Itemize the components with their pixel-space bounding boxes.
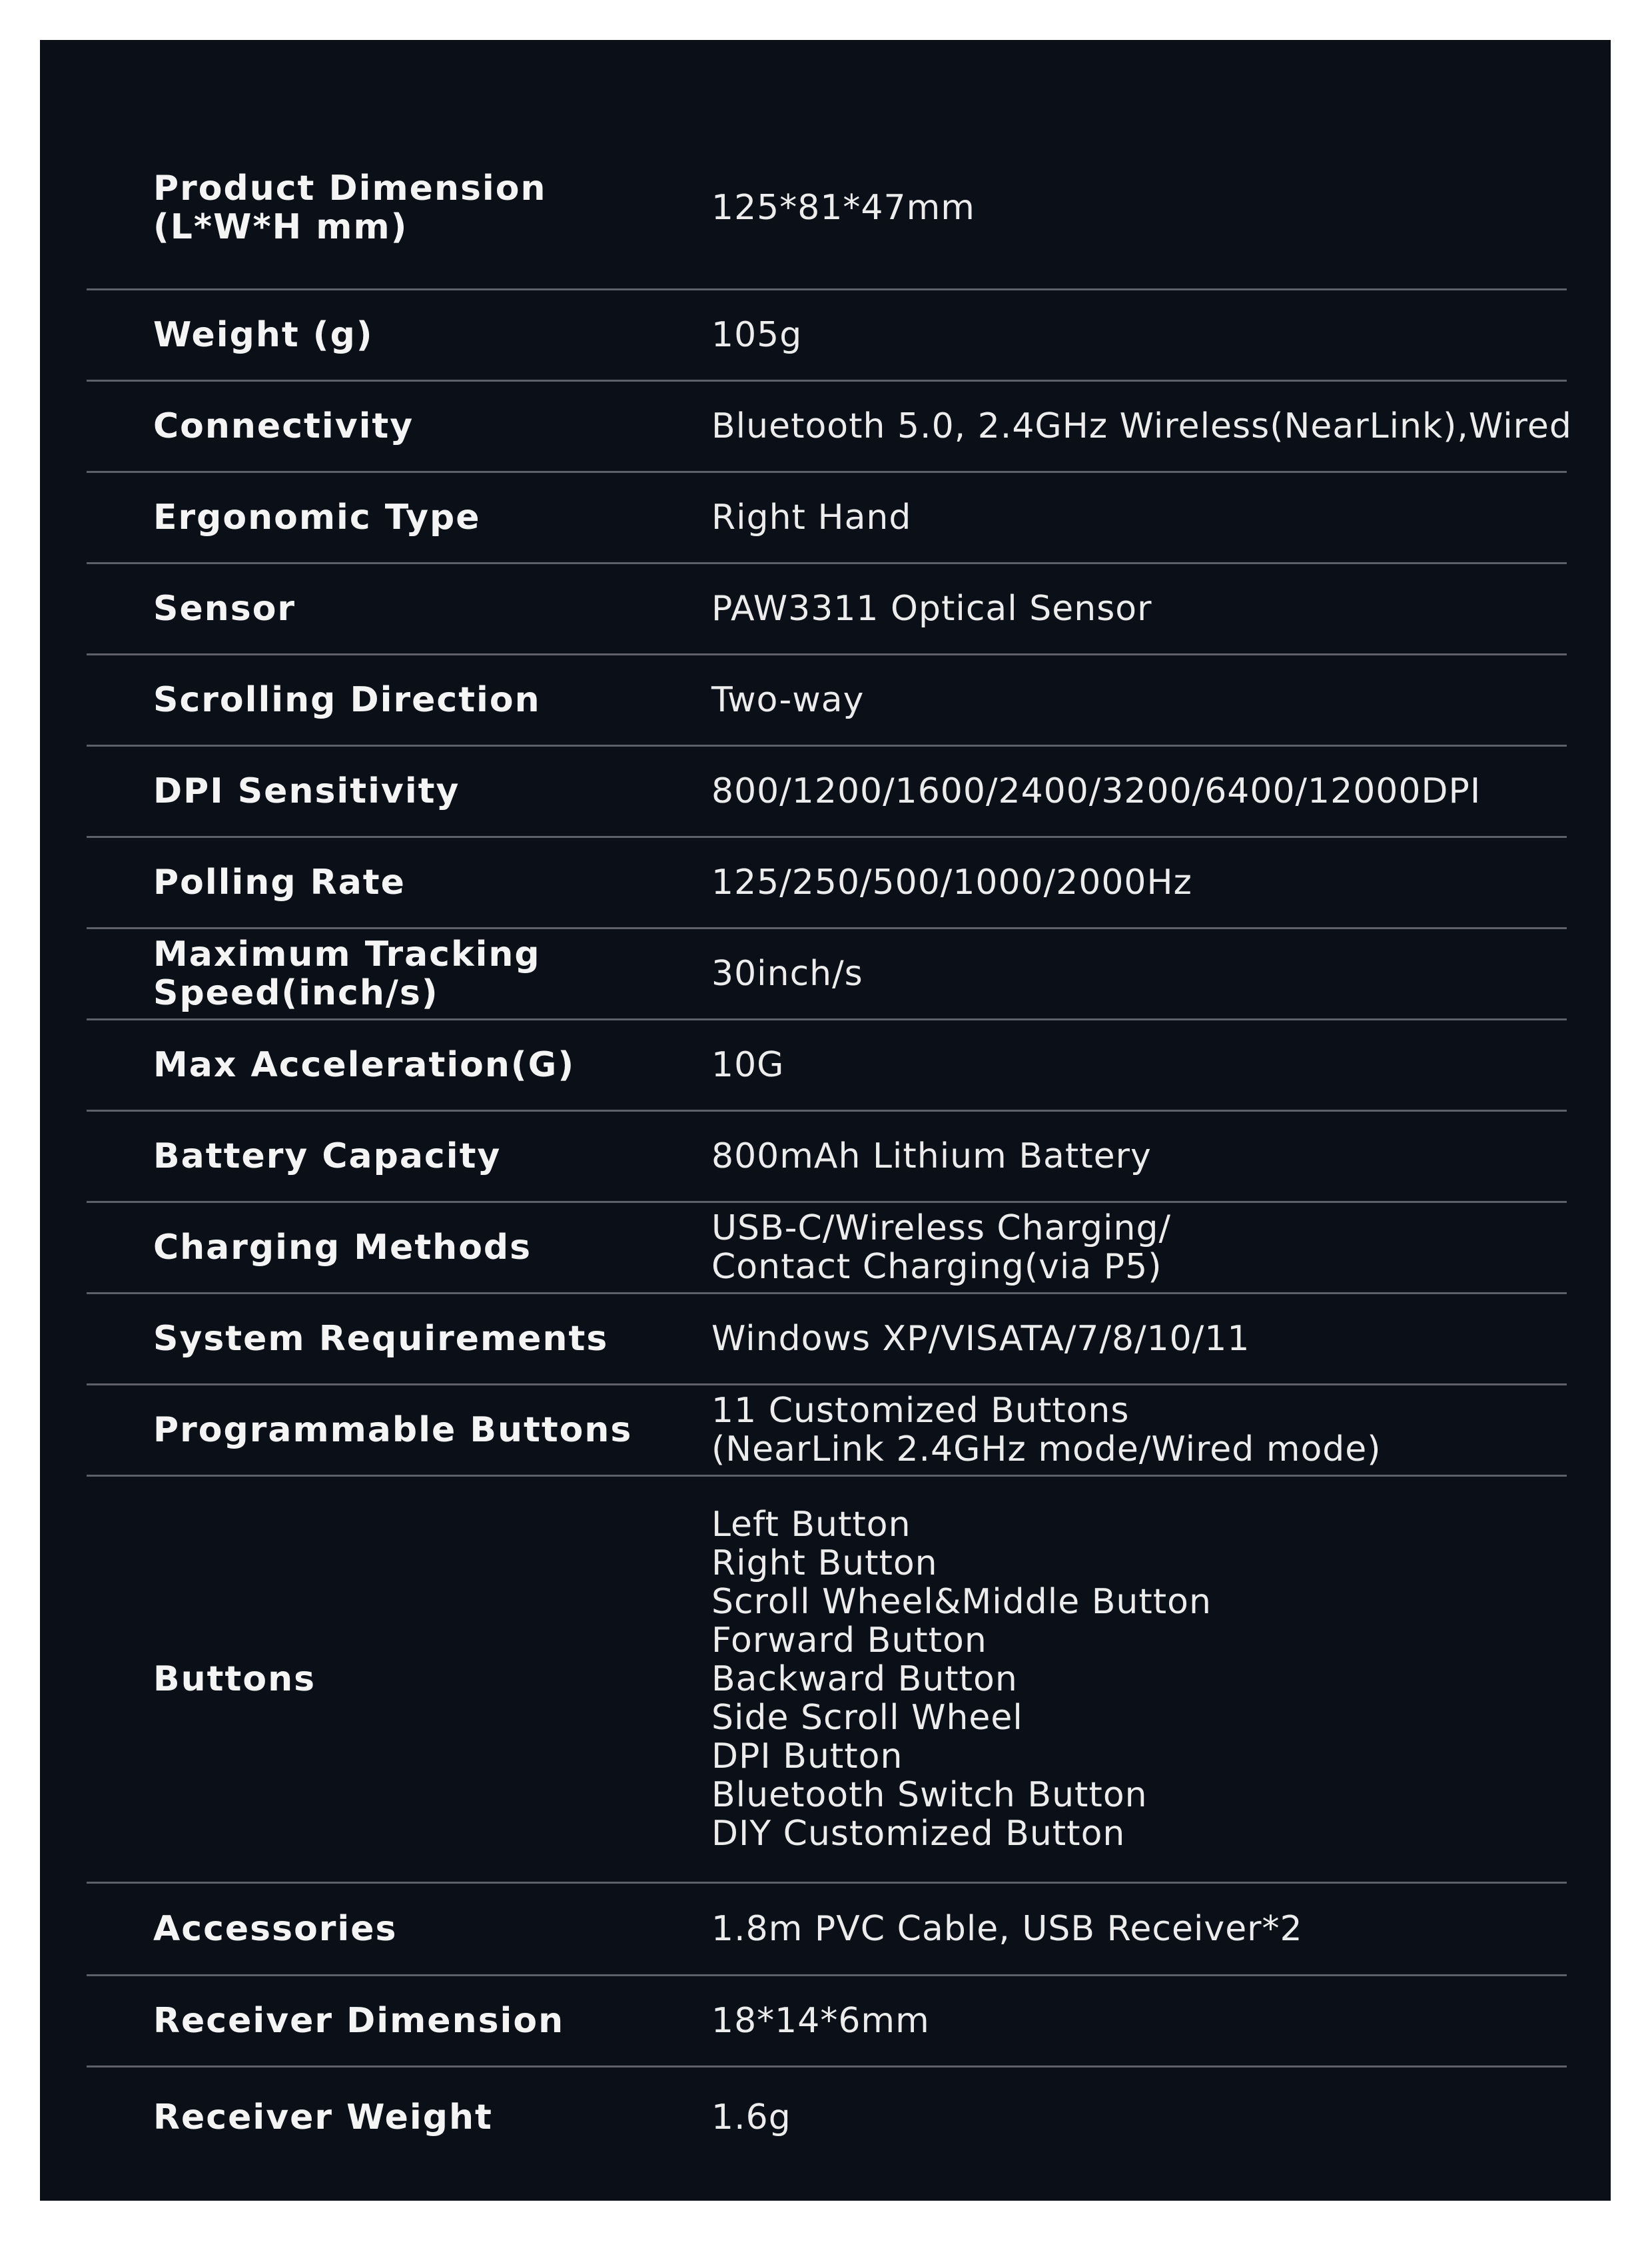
spec-value-line: Bluetooth 5.0, 2.4GHz Wireless(NearLink),Wired	[711, 406, 1572, 446]
spec-value-line: 10G	[711, 1045, 785, 1085]
spec-value-line: Backward Button	[711, 1659, 1018, 1699]
spec-value-line: 125*81*47mm	[711, 187, 975, 228]
spec-value-line: USB-C/Wireless Charging/	[711, 1208, 1171, 1248]
spec-value	[711, 1020, 1567, 1110]
spec-label: Connectivity	[153, 406, 414, 446]
spec-value	[711, 290, 1567, 380]
spec-row	[87, 1884, 1567, 1976]
spec-value	[711, 655, 1567, 745]
spec-row	[87, 1112, 1567, 1203]
spec-label: Product Dimension (L*W*H mm)	[153, 168, 547, 247]
spec-value	[711, 1976, 1567, 2065]
spec-label: Sensor	[153, 589, 296, 629]
spec-row	[87, 127, 1567, 290]
spec-value-line: 30inch/s	[711, 954, 863, 994]
spec-value-line: Left Button	[711, 1505, 911, 1545]
spec-value-line: (NearLink 2.4GHz mode/Wired mode)	[711, 1429, 1382, 1469]
spec-value-line: Contact Charging(via P5)	[711, 1247, 1162, 1287]
spec-value	[711, 1477, 1567, 1882]
spec-row	[87, 655, 1567, 747]
spec-value-line: 1.8m PVC Cable, USB Receiver*2	[711, 1909, 1303, 1949]
spec-row	[87, 1385, 1567, 1477]
spec-row	[87, 2067, 1567, 2167]
spec-value-line: 800/1200/1600/2400/3200/6400/12000DPI	[711, 771, 1481, 811]
spec-value	[711, 382, 1572, 471]
spec-label: DPI Sensitivity	[153, 771, 460, 811]
spec-label: Weight (g)	[153, 315, 374, 355]
spec-value	[711, 838, 1567, 927]
spec-value	[711, 2067, 1567, 2167]
spec-label: Maximum Tracking Speed(inch/s)	[153, 934, 541, 1013]
spec-row	[87, 290, 1567, 382]
spec-value-line: 11 Customized Buttons	[711, 1391, 1130, 1431]
spec-value-line: Scroll Wheel&Middle Button	[711, 1582, 1212, 1622]
spec-label: Receiver Weight	[153, 2097, 493, 2137]
spec-value-line: Windows XP/VISATA/7/8/10/11	[711, 1319, 1250, 1359]
spec-value-line: DPI Button	[711, 1736, 903, 1776]
spec-row	[87, 1976, 1567, 2067]
spec-value	[711, 1112, 1567, 1201]
spec-row	[87, 747, 1567, 838]
spec-table	[87, 127, 1572, 2167]
spec-label: Scrolling Direction	[153, 680, 541, 720]
spec-label: Receiver Dimension	[153, 2001, 565, 2041]
spec-panel	[40, 40, 1611, 2201]
spec-label: Accessories	[153, 1909, 398, 1949]
spec-label: Battery Capacity	[153, 1136, 502, 1176]
spec-value-line: Bluetooth Switch Button	[711, 1775, 1148, 1815]
spec-row	[87, 1294, 1567, 1385]
spec-value	[711, 564, 1567, 653]
spec-value-line: 800mAh Lithium Battery	[711, 1136, 1152, 1176]
spec-value	[711, 1385, 1567, 1475]
spec-value-line: Two-way	[711, 680, 865, 720]
spec-label: Charging Methods	[153, 1228, 532, 1268]
spec-row	[87, 838, 1567, 929]
spec-value-line: 18*14*6mm	[711, 2001, 930, 2041]
spec-value-line: DIY Customized Button	[711, 1814, 1126, 1854]
spec-row	[87, 473, 1567, 564]
spec-value	[711, 1884, 1567, 1974]
spec-value-line: Side Scroll Wheel	[711, 1698, 1023, 1738]
spec-row	[87, 382, 1572, 473]
spec-value-line: 105g	[711, 315, 803, 355]
spec-value	[711, 1203, 1567, 1292]
spec-value-line: PAW3311 Optical Sensor	[711, 589, 1152, 629]
spec-row	[87, 1477, 1567, 1884]
spec-row	[87, 564, 1567, 655]
spec-label: Max Acceleration(G)	[153, 1045, 576, 1085]
spec-value	[711, 127, 1567, 288]
spec-value	[711, 473, 1567, 562]
spec-row	[87, 1203, 1567, 1294]
spec-value	[711, 747, 1567, 836]
spec-value	[711, 1294, 1567, 1383]
spec-value-line: 125/250/500/1000/2000Hz	[711, 863, 1192, 903]
spec-row	[87, 1020, 1567, 1112]
spec-row	[87, 929, 1567, 1020]
spec-value-line: 1.6g	[711, 2097, 791, 2137]
spec-value-line: Right Hand	[711, 498, 912, 538]
spec-value	[711, 929, 1567, 1018]
spec-label: Programmable Buttons	[153, 1410, 633, 1450]
spec-label: Ergonomic Type	[153, 498, 481, 538]
spec-value-line: Forward Button	[711, 1621, 987, 1661]
spec-label: Polling Rate	[153, 863, 406, 903]
spec-label: System Requirements	[153, 1319, 609, 1359]
spec-value-line: Right Button	[711, 1543, 938, 1583]
spec-label: Buttons	[153, 1659, 316, 1699]
